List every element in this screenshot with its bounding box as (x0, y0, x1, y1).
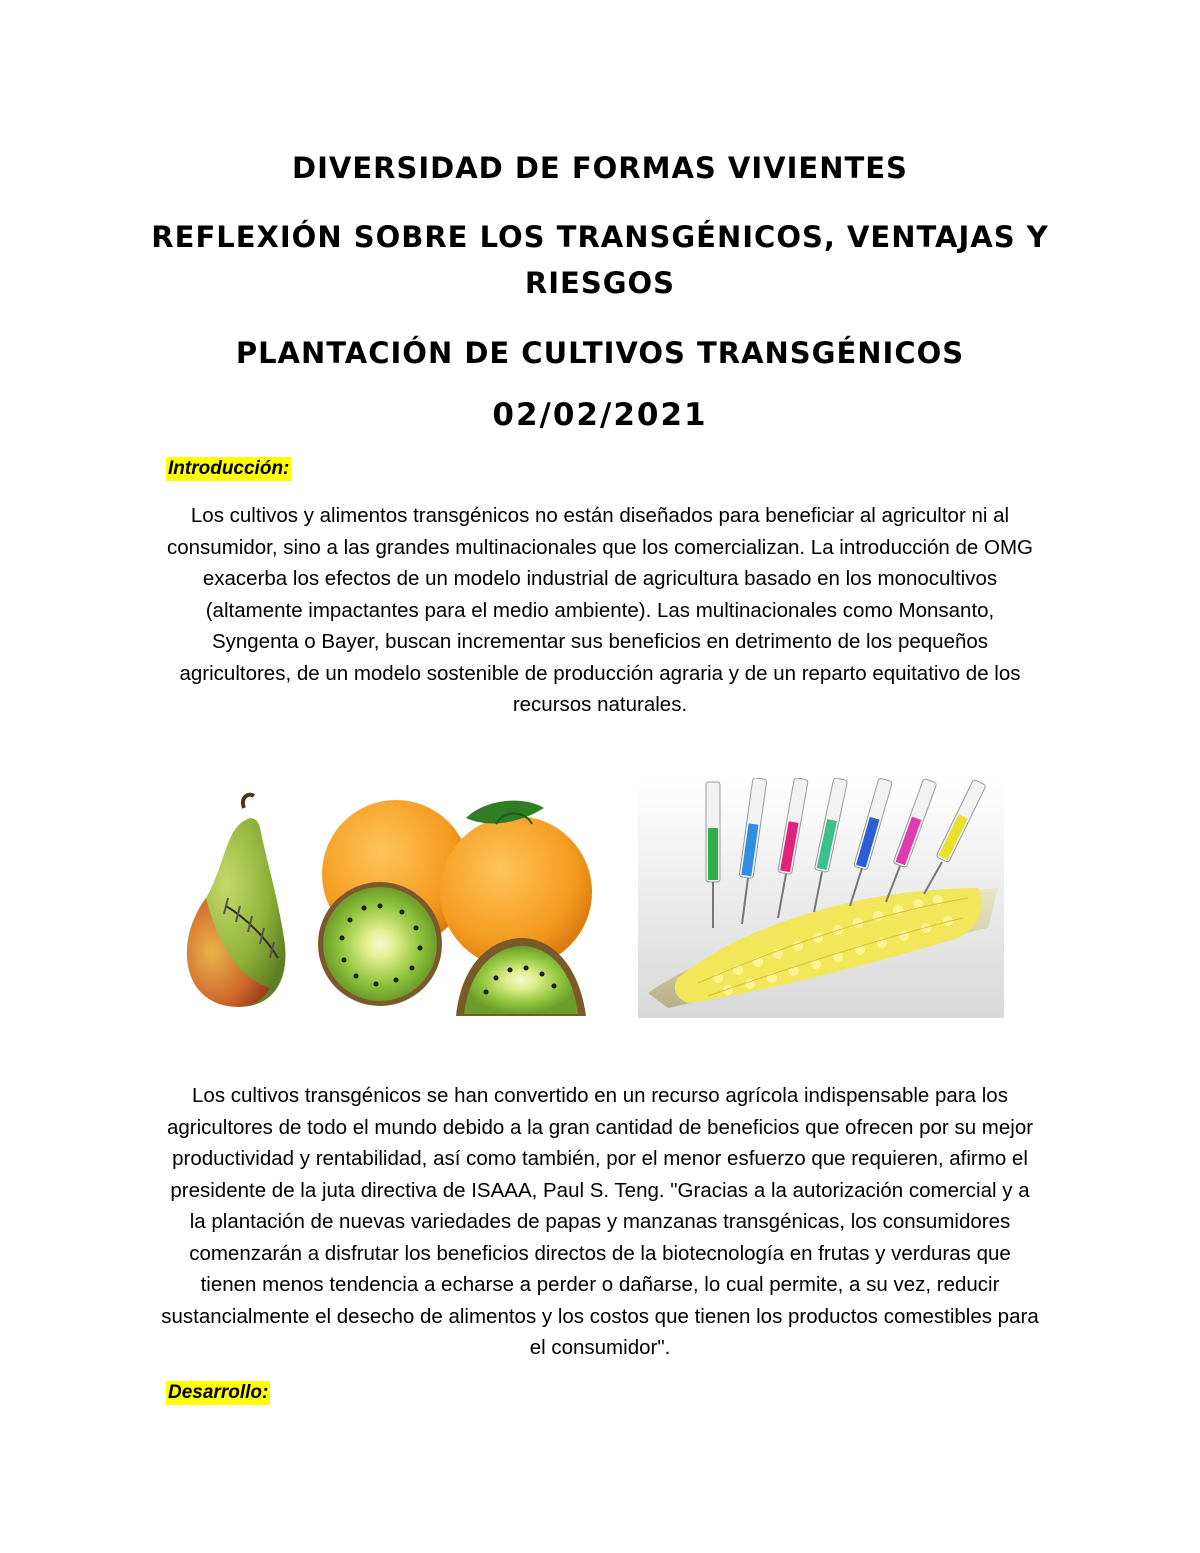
intro-heading: Introducción: (168, 458, 290, 479)
document-title: DIVERSIDAD DE FORMAS VIVIENTES (292, 151, 908, 185)
intro-paragraph: Los cultivos y alimentos transgénicos no están diseñados para beneficiar al agricultor ni al consumidor, sino a las grandes multinacionales que los comercializan. La introducción de OMG exacerba los efectos de un modelo industrial de agricultura basado en los monocultivos (altamente impactantes para el medio ambiente). Las multinacionales como Monsanto, Syngenta o Bayer, buscan incrementar sus beneficios en detrimento de los pequeños agricultores, de un modelo sostenible de producción agraria y de un reparto equitativo de los recursos naturales. (166, 504, 1033, 716)
corn-with-colored-syringes-image (638, 778, 1004, 1018)
development-heading: Desarrollo: (168, 1382, 269, 1403)
document-date: 02/02/2021 (492, 397, 708, 433)
body-paragraph: Los cultivos transgénicos se han convertido en un recurso agrícola indispensable para los agricultores de todo el mundo debido a la gran cantidad de beneficios que ofrecen por su mejor productividad y rentabilidad, así como también, por el menor esfuerzo que requieren, afirmo el presidente de la juta directiva de ISAAA, Paul S. Teng. "Gracias a la autorización comercial y a la plantación de nuevas variedades de papas y manzanas transgénicas, los consumidores comenzarán a disfrutar los beneficios directos de la biotecnología en frutas y verduras que tienen menos tendencia a echarse a perder o dañarse, lo cual permite, a su vez, reducir sustancialmente el desecho de alimentos y los costos que tienen los productos comestibles para el consumidor". (161, 1084, 1039, 1359)
document-subtitle: REFLEXIÓN SOBRE LOS TRANSGÉNICOS, VENTAJAS Y RIESGOS (151, 220, 1049, 300)
document-topic: PLANTACIÓN DE CULTIVOS TRANSGÉNICOS (235, 336, 965, 370)
stitched-pear-orange-kiwi-image (166, 788, 616, 1018)
